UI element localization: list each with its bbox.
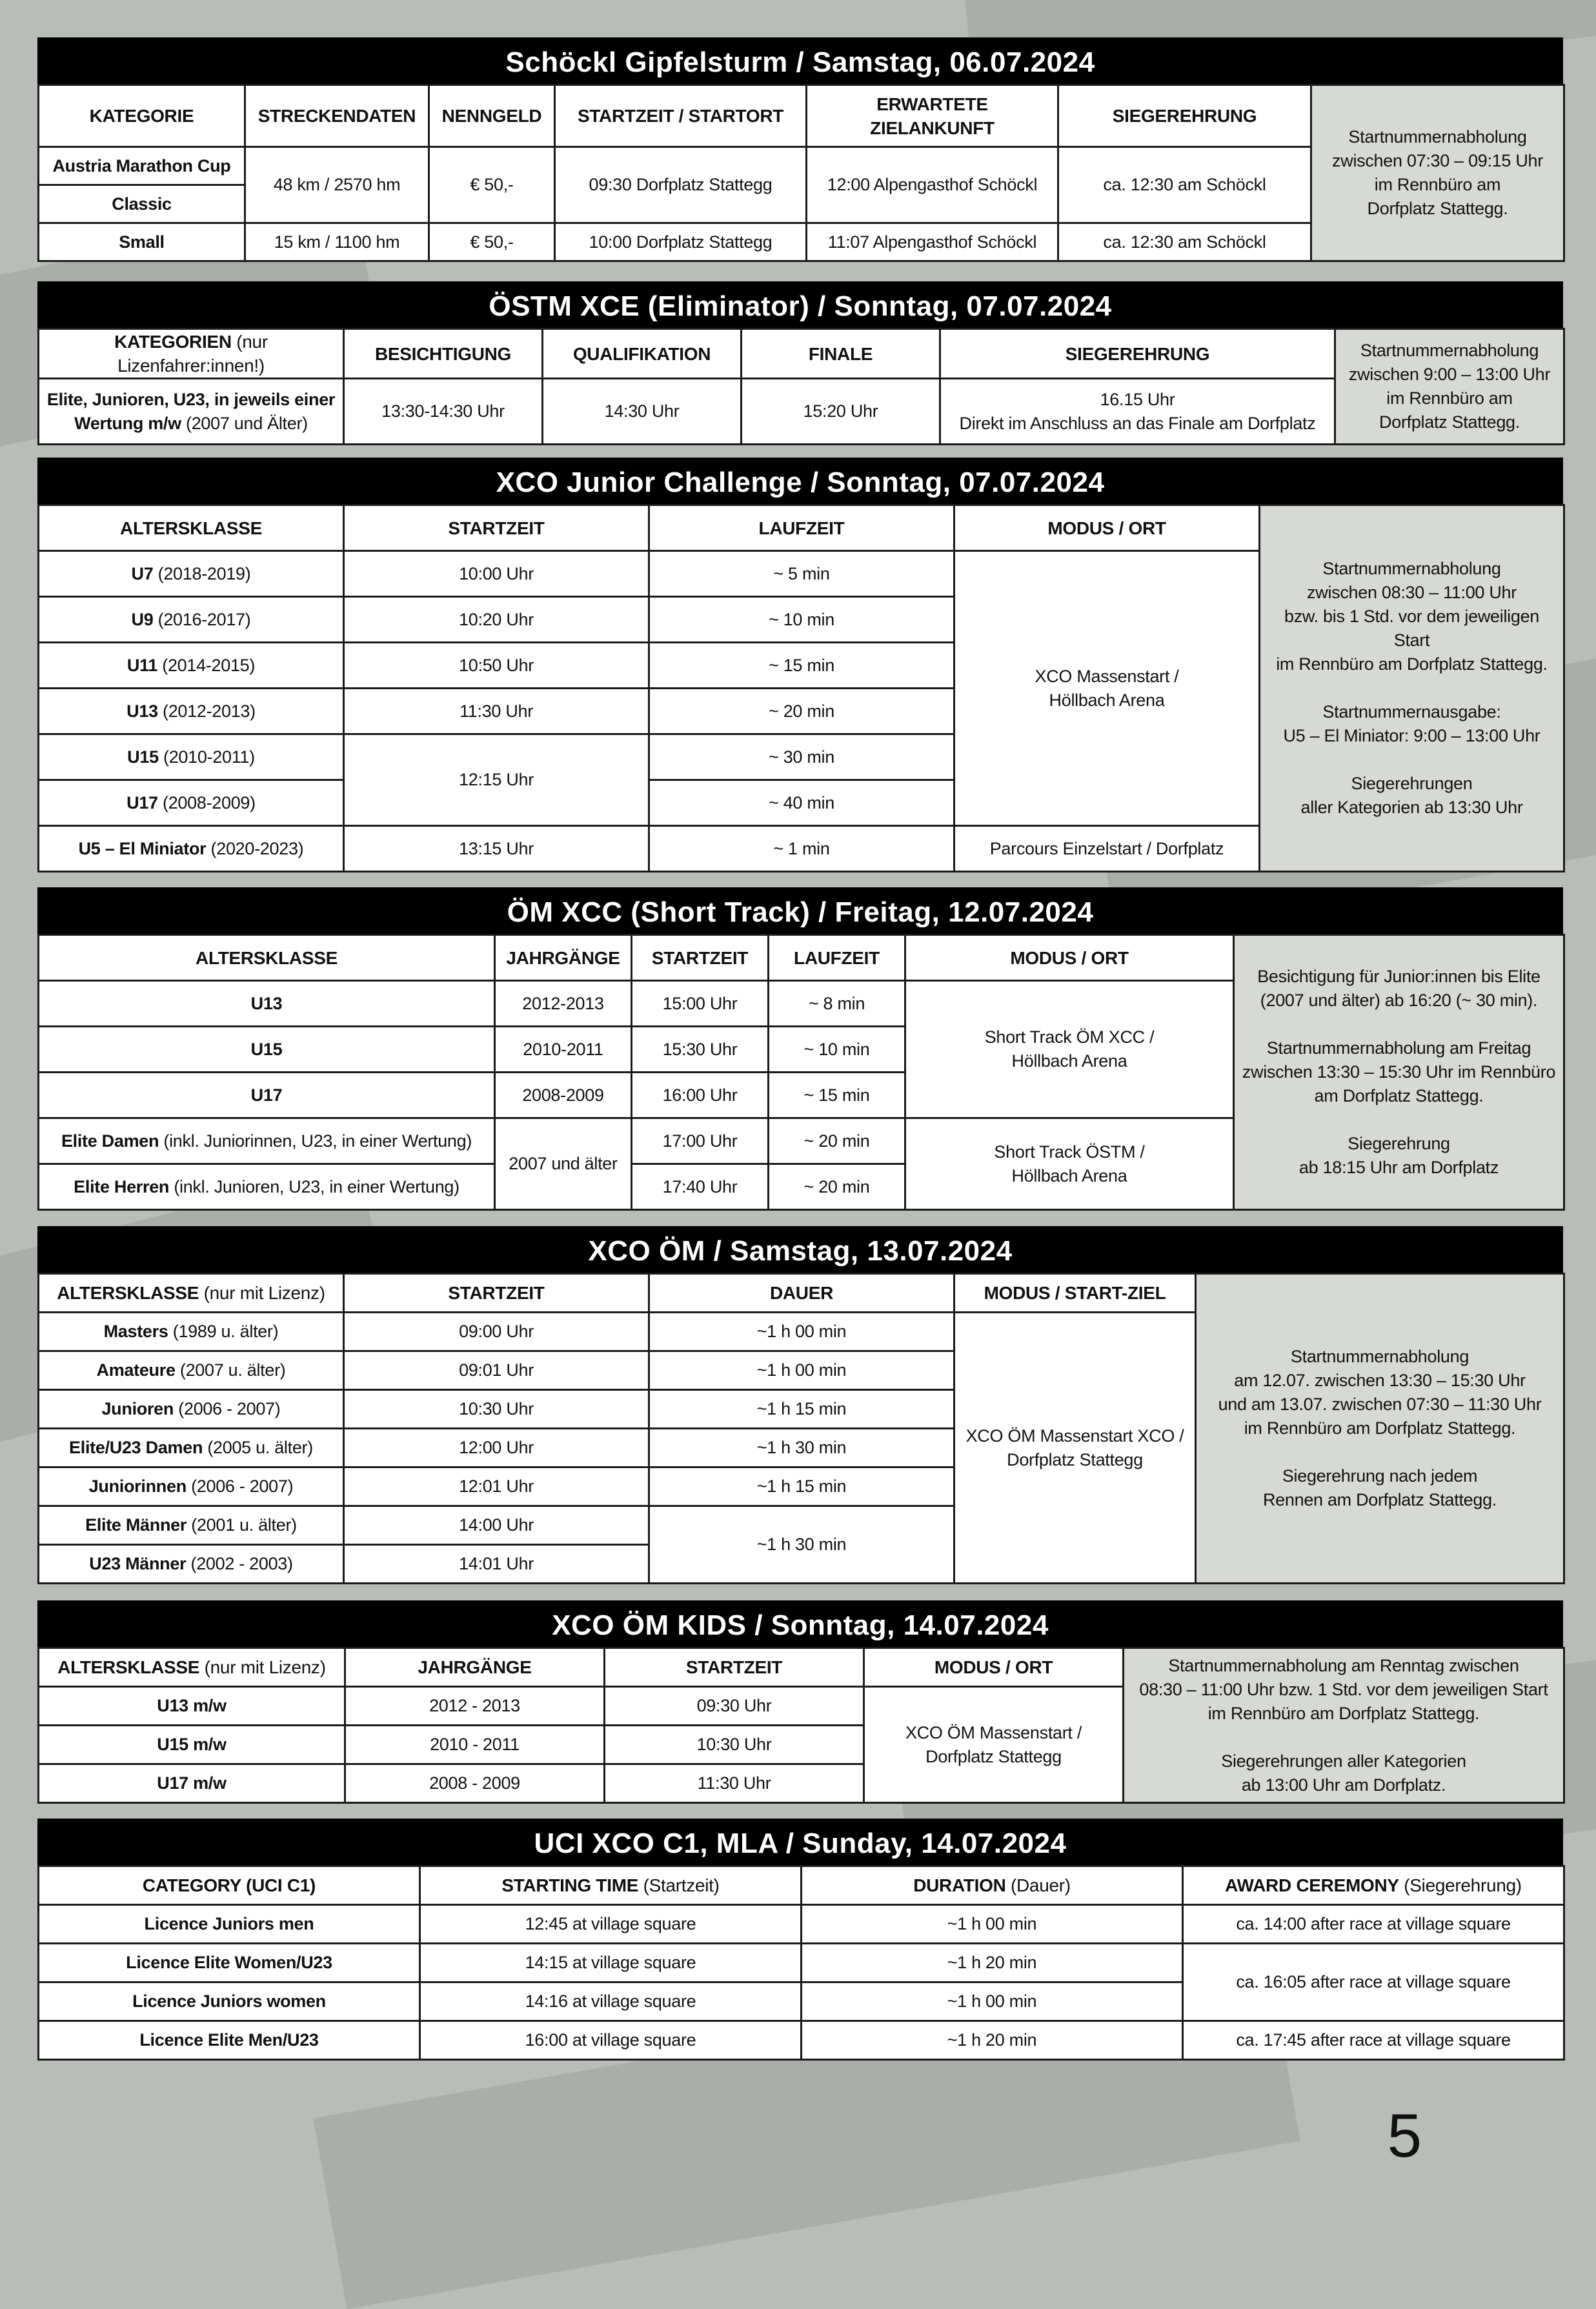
section-title: UCI XCO C1, MLA / Sunday, 14.07.2024: [37, 1819, 1563, 1865]
category-cell: [39, 1390, 344, 1429]
category-cell: Licence Juniors men: [39, 1905, 420, 1944]
section-oem-xcc: [37, 887, 1563, 1211]
cell: XCO ÖM Massenstart XCO / Dorfplatz Stattegg: [955, 1313, 1196, 1584]
header-jahrgaenge: JAHRGÄNGE: [345, 1648, 605, 1687]
header-note: (Dauer): [1005, 1875, 1071, 1895]
header-startzeit: STARTZEIT: [605, 1648, 864, 1687]
header-besichtigung: BESICHTIGUNG: [344, 329, 543, 379]
cell: 13:15 Uhr: [344, 826, 649, 872]
header-note: (Startzeit): [638, 1875, 720, 1895]
cell: 2012-2013: [495, 981, 632, 1027]
category-name: U17: [250, 1085, 283, 1105]
header-altersklasse: ALTERSKLASSE: [39, 935, 495, 981]
header-label: AWARD CEREMONY: [1225, 1875, 1399, 1895]
cell: 12:15 Uhr: [344, 734, 649, 826]
header-startzeit: STARTZEIT: [344, 1274, 649, 1313]
category-cell: [39, 1429, 344, 1467]
category-name: Masters: [103, 1322, 168, 1341]
cell: 16:00 at village square: [420, 2021, 802, 2060]
category-name: Elite Damen: [61, 1131, 159, 1151]
category-years: (2016-2017): [153, 609, 251, 629]
cell: ~ 15 min: [649, 643, 955, 689]
cell: € 50,-: [429, 223, 555, 261]
cell: ~ 5 min: [649, 551, 955, 597]
cell: 17:00 Uhr: [632, 1118, 769, 1164]
category-cell: [39, 1313, 344, 1351]
cell: 12:45 at village square: [420, 1905, 802, 1944]
category-cell: [39, 551, 344, 597]
cell: ~ 20 min: [769, 1164, 905, 1210]
category-cell: [39, 734, 344, 780]
header-label: STARTING TIME: [501, 1875, 639, 1895]
info-cell: Startnummernabholung zwischen 9:00 – 13:00 Uhr im Rennbüro am Dorfplatz Stattegg.: [1335, 329, 1564, 445]
category-cell: [39, 1467, 344, 1506]
category-name: Elite/U23 Damen: [69, 1438, 203, 1457]
category-years: (2006 - 2007): [186, 1477, 294, 1496]
header-nenngeld: NENNGELD: [429, 85, 555, 147]
cell: 14:00 Uhr: [344, 1506, 649, 1545]
cell: ~ 20 min: [769, 1118, 905, 1164]
cell: 11:30 Uhr: [605, 1764, 864, 1803]
cell: 10:00 Dorfplatz Stattegg: [555, 223, 807, 261]
category-cell: [39, 1545, 344, 1584]
header-startzeit: STARTZEIT: [344, 505, 649, 551]
cell: ca. 12:30 am Schöckl: [1058, 147, 1311, 223]
info-cell: Besichtigung für Junior:innen bis Elite (2007 und älter) ab 16:20 (~ 30 min). Startnummernabholung am Freitag zwischen 13:30 – 15:30 Uhr im Rennbüro am Dorfplatz Stattegg. Siegerehrung ab 18:15 Uhr am Dorfplatz: [1234, 935, 1564, 1210]
header-zielankunft: ERWARTETE ZIELANKUNFT: [807, 85, 1058, 147]
cell: Short Track ÖSTM / Höllbach Arena: [905, 1118, 1234, 1210]
schedule-table: [37, 1647, 1565, 1804]
header-duration: [802, 1866, 1183, 1905]
section-uci-xco-c1: [37, 1819, 1563, 2061]
cell: 09:00 Uhr: [344, 1313, 649, 1351]
category-name: U9: [131, 609, 154, 629]
cell: ca. 17:45 after race at village square: [1183, 2021, 1564, 2060]
info-cell: Startnummernabholung am 12.07. zwischen 13:30 – 15:30 Uhr und am 13.07. zwischen 07:30 – 11:30 Uhr im Rennbüro am Dorfplatz Stattegg. Siegerehrung nach jedem Rennen am Dorfplatz Stattegg.: [1196, 1274, 1564, 1584]
cell: 2007 und älter: [495, 1118, 632, 1210]
schedule-table: [37, 934, 1565, 1211]
category-cell: [39, 1118, 495, 1164]
schedule-table: [37, 1865, 1565, 2061]
category-name: Amateure: [96, 1360, 176, 1380]
category-cell: U15 m/w: [39, 1726, 345, 1764]
category-name: Elite Herren: [74, 1176, 170, 1196]
cell: 15:00 Uhr: [632, 981, 769, 1027]
header-altersklasse: [39, 1648, 345, 1687]
category-cell: [39, 1164, 495, 1210]
header-modus-ort: MODUS / ORT: [905, 935, 1234, 981]
cell: 14:15 at village square: [420, 1944, 802, 1982]
header-modus-ort: MODUS / ORT: [864, 1648, 1124, 1687]
category-cell: [39, 1506, 344, 1545]
category-years: (2006 - 2007): [174, 1399, 281, 1418]
cell: ~ 40 min: [649, 780, 955, 826]
cell: ~1 h 00 min: [802, 1905, 1183, 1944]
category-cell: [39, 826, 344, 872]
category-cell: [39, 1027, 495, 1073]
section-title: Schöckl Gipfelsturm / Samstag, 06.07.2024: [37, 37, 1563, 84]
category-name: U13: [250, 993, 283, 1013]
cell: 10:00 Uhr: [344, 551, 649, 597]
cell: ~1 h 20 min: [802, 1944, 1183, 1982]
category-cell: Austria Marathon Cup: [39, 147, 245, 185]
category-years: (2008-2009): [157, 792, 256, 812]
section-title: ÖM XCC (Short Track) / Freitag, 12.07.2024: [37, 887, 1563, 934]
section-title: XCO ÖM / Samstag, 13.07.2024: [37, 1226, 1563, 1273]
cell: ~ 20 min: [649, 689, 955, 734]
header-altersklasse: [39, 1274, 344, 1313]
section-xco-oem: [37, 1226, 1563, 1584]
category-years: (2010-2011): [158, 747, 255, 767]
header-note: (nur mit Lizenz): [199, 1657, 326, 1677]
cell: 09:30 Uhr: [605, 1687, 864, 1726]
category-years: (2005 u. älter): [203, 1438, 313, 1457]
cell: 11:30 Uhr: [344, 689, 649, 734]
cell: ca. 16:05 after race at village square: [1183, 1944, 1564, 2021]
category-cell: [39, 1351, 344, 1390]
category-name: U15: [250, 1039, 283, 1059]
header-qualifikation: QUALIFIKATION: [543, 329, 742, 379]
cell: ~ 8 min: [769, 981, 905, 1027]
section-schoeckl-gipfelsturm: [37, 37, 1563, 262]
header-modus-start-ziel: MODUS / START-ZIEL: [955, 1274, 1196, 1313]
category-cell: Licence Juniors women: [39, 1982, 420, 2021]
cell: 12:01 Uhr: [344, 1467, 649, 1506]
category-name: Elite Männer: [85, 1515, 187, 1535]
cell: 17:40 Uhr: [632, 1164, 769, 1210]
cell: 16:00 Uhr: [632, 1073, 769, 1118]
category-name: U17: [126, 792, 158, 812]
category-cell: U13 m/w: [39, 1687, 345, 1726]
header-note: (nur Lizenfahrer:innen!): [117, 332, 268, 376]
cell: Parcours Einzelstart / Dorfplatz: [955, 826, 1260, 872]
category-years: (2012-2013): [157, 701, 256, 721]
category-years: (2014-2015): [157, 655, 256, 675]
category-note: (2007 und Älter): [181, 413, 308, 433]
header-altersklasse: ALTERSKLASSE: [39, 505, 344, 551]
category-name: U11: [126, 655, 158, 675]
cell: 09:01 Uhr: [344, 1351, 649, 1390]
header-laufzeit: LAUFZEIT: [649, 505, 955, 551]
cell: 15:20 Uhr: [742, 379, 940, 445]
header-siegerehrung: SIEGEREHRUNG: [940, 329, 1335, 379]
page-number: 5: [1387, 2101, 1422, 2170]
section-title: ÖSTM XCE (Eliminator) / Sonntag, 07.07.2024: [37, 281, 1563, 328]
category-cell: Licence Elite Women/U23: [39, 1944, 420, 1982]
header-starting-time: [420, 1866, 802, 1905]
category-name: Elite, Junioren, U23, in jeweils einer Wertung m/w: [46, 389, 336, 433]
category-note: (inkl. Junioren, U23, in einer Wertung): [169, 1176, 460, 1196]
header-kategorien: [39, 329, 344, 379]
schedule-table: [37, 328, 1565, 445]
header-label: DURATION: [913, 1875, 1006, 1895]
cell: 10:30 Uhr: [605, 1726, 864, 1764]
category-note: (inkl. Juniorinnen, U23, in einer Wertung): [159, 1131, 472, 1151]
category-cell: Small: [39, 223, 245, 261]
header-label: ALTERSKLASSE: [57, 1283, 199, 1303]
cell: € 50,-: [429, 147, 555, 223]
category-years: (1989 u. älter): [168, 1322, 279, 1341]
cell: 10:20 Uhr: [344, 597, 649, 643]
header-category: [39, 1866, 420, 1905]
header-note: (nur mit Lizenz): [199, 1283, 325, 1303]
category-years: (2007 u. älter): [175, 1360, 286, 1380]
header-kategorie: KATEGORIE: [39, 85, 245, 147]
category-cell: Classic: [39, 185, 245, 223]
cell: ~ 15 min: [769, 1073, 905, 1118]
cell: 12:00 Alpengasthof Schöckl: [807, 147, 1058, 223]
cell: ~1 h 00 min: [649, 1313, 955, 1351]
section-oestm-xce: [37, 281, 1563, 445]
header-jahrgaenge: JAHRGÄNGE: [495, 935, 632, 981]
cell: ~1 h 15 min: [649, 1390, 955, 1429]
cell: 2008-2009: [495, 1073, 632, 1118]
header-label: KATEGORIEN: [114, 332, 232, 352]
cell: ~1 h 30 min: [649, 1506, 955, 1584]
category-years: (2020-2023): [206, 838, 304, 858]
category-cell: [39, 780, 344, 826]
section-title: XCO Junior Challenge / Sonntag, 07.07.2024: [37, 458, 1563, 504]
category-cell: [39, 597, 344, 643]
info-cell: Startnummernabholung am Renntag zwischen 08:30 – 11:00 Uhr bzw. 1 Std. vor dem jeweiligen Start im Rennbüro am Dorfplatz Stattegg. Siegerehrungen aller Kategorien ab 13:00 Uhr am Dorfplatz.: [1124, 1648, 1564, 1803]
schedule-table: [37, 84, 1565, 262]
header-award-ceremony: [1183, 1866, 1564, 1905]
cell: ~1 h 00 min: [649, 1351, 955, 1390]
cell: ~ 30 min: [649, 734, 955, 780]
cell: 2010 - 2011: [345, 1726, 605, 1764]
schedule-table: [37, 1273, 1565, 1584]
cell: 2008 - 2009: [345, 1764, 605, 1803]
cell: 48 km / 2570 hm: [245, 147, 429, 223]
cell: 10:30 Uhr: [344, 1390, 649, 1429]
cell: ~1 h 00 min: [802, 1982, 1183, 2021]
category-cell: [39, 981, 495, 1027]
cell: ~ 10 min: [769, 1027, 905, 1073]
category-name: Junioren: [101, 1399, 174, 1418]
header-dauer: DAUER: [649, 1274, 955, 1313]
category-name: U15: [127, 747, 159, 767]
cell: 09:30 Dorfplatz Stattegg: [555, 147, 807, 223]
header-label: CATEGORY (UCI C1): [142, 1875, 316, 1895]
category-cell: [39, 643, 344, 689]
cell: ~1 h 20 min: [802, 2021, 1183, 2060]
category-name: U5 – El Miniator: [78, 838, 207, 858]
header-laufzeit: LAUFZEIT: [769, 935, 905, 981]
header-finale: FINALE: [742, 329, 940, 379]
cell: 15:30 Uhr: [632, 1027, 769, 1073]
category-years: (2018-2019): [153, 563, 251, 583]
category-cell: [39, 1073, 495, 1118]
cell: 10:50 Uhr: [344, 643, 649, 689]
info-cell: Startnummernabholung zwischen 08:30 – 11:00 Uhr bzw. bis 1 Std. vor dem jeweiligen Start im Rennbüro am Dorfplatz Stattegg. Startnummernausgabe: U5 – El Miniator: 9:00 – 13:00 Uhr Siegerehrungen aller Kategorien ab 13:30 Uhr: [1260, 505, 1564, 872]
category-cell: [39, 689, 344, 734]
header-startzeit: STARTZEIT: [632, 935, 769, 981]
category-name: U13: [126, 701, 158, 721]
section-title: XCO ÖM KIDS / Sonntag, 14.07.2024: [37, 1600, 1563, 1647]
cell: XCO Massenstart / Höllbach Arena: [955, 551, 1260, 826]
cell: XCO ÖM Massenstart / Dorfplatz Stattegg: [864, 1687, 1124, 1803]
cell: ~1 h 30 min: [649, 1429, 955, 1467]
category-years: (2002 - 2003): [186, 1554, 293, 1573]
header-label: ALTERSKLASSE: [57, 1657, 200, 1677]
category-name: U7: [131, 563, 154, 583]
header-note: (Siegerehrung): [1399, 1875, 1522, 1895]
cell: 16.15 Uhr Direkt im Anschluss an das Finale am Dorfplatz: [940, 379, 1335, 445]
section-xco-oem-kids: [37, 1600, 1563, 1804]
cell: 14:01 Uhr: [344, 1545, 649, 1584]
cell: 12:00 Uhr: [344, 1429, 649, 1467]
cell: Short Track ÖM XCC / Höllbach Arena: [905, 981, 1234, 1118]
cell: 14:16 at village square: [420, 1982, 802, 2021]
section-xco-junior-challenge: [37, 458, 1563, 872]
cell: 14:30 Uhr: [543, 379, 742, 445]
cell: ~ 10 min: [649, 597, 955, 643]
cell: 15 km / 1100 hm: [245, 223, 429, 261]
header-streckendaten: STRECKENDATEN: [245, 85, 429, 147]
cell: 2012 - 2013: [345, 1687, 605, 1726]
cell: ca. 12:30 am Schöckl: [1058, 223, 1311, 261]
category-cell: U17 m/w: [39, 1764, 345, 1803]
schedule-table: [37, 504, 1565, 872]
category-name: U23 Männer: [89, 1554, 187, 1573]
cell: ~1 h 15 min: [649, 1467, 955, 1506]
cell: ~ 1 min: [649, 826, 955, 872]
category-cell: [39, 379, 344, 445]
cell: 2010-2011: [495, 1027, 632, 1073]
info-cell: Startnummernabholung zwischen 07:30 – 09:15 Uhr im Rennbüro am Dorfplatz Stattegg.: [1311, 85, 1564, 261]
category-years: (2001 u. älter): [187, 1515, 297, 1535]
cell: 13:30-14:30 Uhr: [344, 379, 543, 445]
category-cell: Licence Elite Men/U23: [39, 2021, 420, 2060]
category-name: Juniorinnen: [88, 1477, 187, 1496]
header-siegerehrung: SIEGEREHRUNG: [1058, 85, 1311, 147]
header-startzeit: STARTZEIT / STARTORT: [555, 85, 807, 147]
cell: ca. 14:00 after race at village square: [1183, 1905, 1564, 1944]
cell: 11:07 Alpengasthof Schöckl: [807, 223, 1058, 261]
header-modus-ort: MODUS / ORT: [955, 505, 1260, 551]
